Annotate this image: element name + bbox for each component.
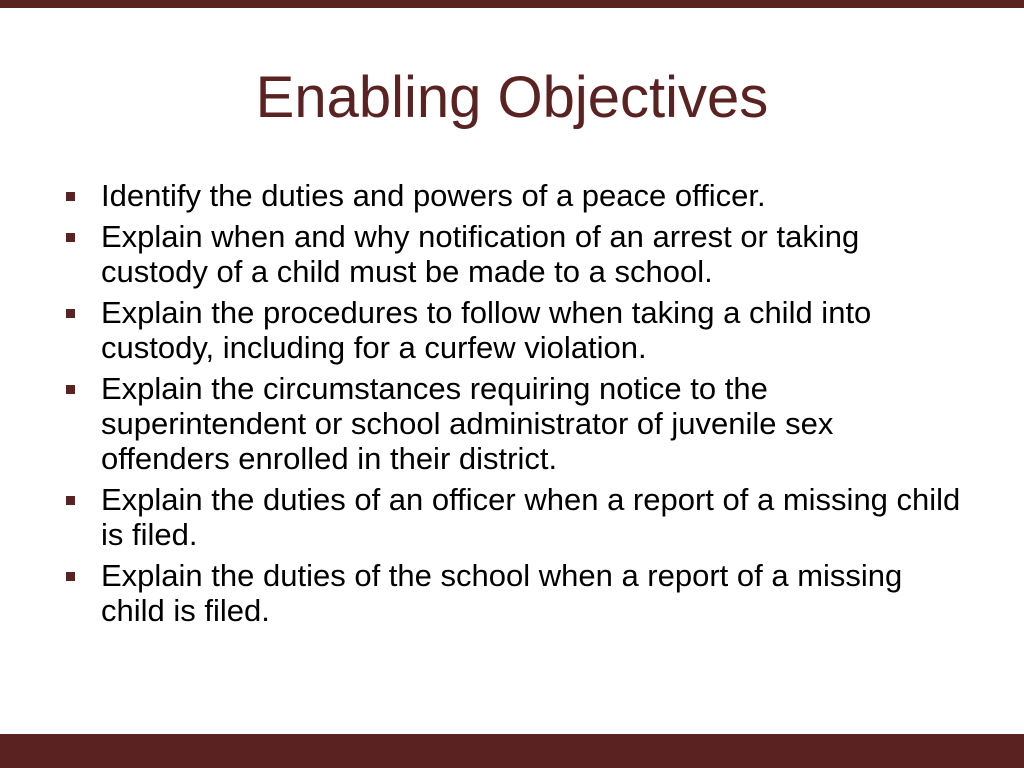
slide-title: Enabling Objectives bbox=[255, 65, 769, 130]
list-item-text: Explain the procedures to follow when taking a child into custody, including for a curfew violation. bbox=[101, 295, 872, 365]
list-item-text: Explain the duties of the school when a report of a missing child is filed. bbox=[101, 558, 903, 628]
list-item bbox=[62, 219, 962, 289]
list-item-text: Identify the duties and powers of a peace officer. bbox=[101, 178, 766, 213]
list-item bbox=[62, 295, 962, 365]
square-bullet-icon bbox=[66, 572, 75, 581]
list-item bbox=[62, 371, 962, 476]
bottom-accent-bar bbox=[0, 734, 1024, 768]
list-item bbox=[62, 178, 962, 213]
list-item-text: Explain the duties of an officer when a report of a missing child is filed. bbox=[101, 482, 961, 552]
objectives-list bbox=[62, 178, 962, 634]
square-bullet-icon bbox=[66, 385, 75, 394]
square-bullet-icon bbox=[66, 496, 75, 505]
square-bullet-icon bbox=[66, 192, 75, 201]
list-item bbox=[62, 558, 962, 628]
top-accent-bar bbox=[0, 0, 1024, 8]
list-item-text: Explain the circumstances requiring notice to the superintendent or school administrator of juvenile sex offenders enrolled in their district. bbox=[101, 371, 834, 476]
square-bullet-icon bbox=[66, 309, 75, 318]
square-bullet-icon bbox=[66, 233, 75, 242]
list-item-text: Explain when and why notification of an arrest or taking custody of a child must be made to a school. bbox=[101, 219, 860, 289]
list-item bbox=[62, 482, 962, 552]
